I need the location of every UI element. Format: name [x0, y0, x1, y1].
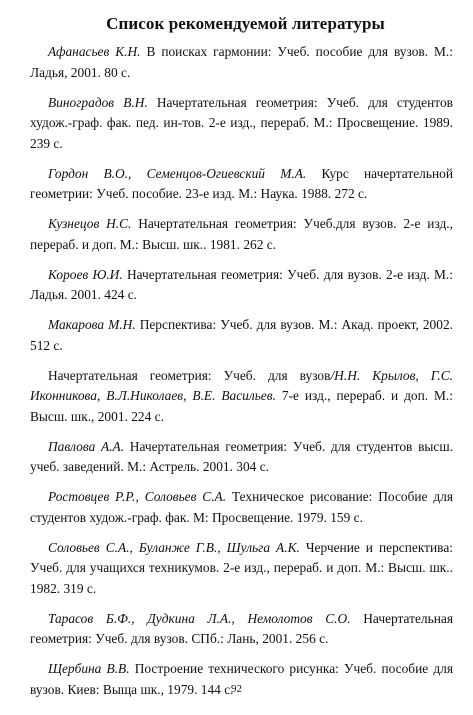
reference-entry [30, 538, 453, 600]
reference-entry [30, 315, 453, 356]
reference-text: Построение технического рисунка: Учеб. пособие для вузов. Киев: Выща шк., 1979. 144 с. [30, 661, 453, 697]
reference-text: Начертательная геометрия: Учеб. для вузов [48, 367, 331, 383]
reference-text: Начертательная геометрия: Учеб. для вузов. 2-е изд. М.: Ладья. 2001. 424 с. [30, 266, 453, 302]
reference-entry [30, 609, 453, 650]
reference-text: Техническое рисование: Пособие для студентов худож.-граф. фак. М: Просвещение. 1979. 159 с. [30, 489, 453, 525]
reference-entry [30, 214, 453, 255]
page-number: 92 [231, 683, 242, 695]
reference-text: Начертательная геометрия: Учеб. для студентов высш. учеб. заведений. М.: Астрель. 2001. 304 с. [30, 438, 453, 474]
reference-author: Макарова М.Н. [48, 317, 136, 332]
reference-author: Павлова А.А. [48, 438, 125, 454]
reference-author: Ростовцев Р.Р., Соловьев С.А. [48, 489, 227, 504]
reference-text: Начертательная геометрия: Учеб.для вузов. 2-е изд., перераб. и доп. М.: Высш. шк.. 1981. 262 с. [30, 216, 453, 252]
reference-author: Щербина В.В. [48, 661, 130, 676]
reference-entry [30, 366, 453, 428]
reference-entry [30, 265, 453, 306]
reference-author: Кузнецов Н.С. [48, 216, 132, 231]
reference-entry [30, 487, 453, 528]
reference-author: Тарасов Б.Ф., Дудкина Л.А., Немолотов С.О. [48, 610, 351, 626]
reference-entry [30, 93, 453, 155]
reference-text: Курс начертательной геометрии: Учеб. пособие. 23-е изд. М.: Наука. 1988. 272 с. [30, 165, 453, 201]
reference-author: Виноградов В.Н. [48, 94, 148, 110]
reference-author: Соловьев С.А., Буланже Г.В., Шульга А.К. [48, 539, 300, 555]
reference-author: Короев Ю.И. [48, 266, 123, 282]
reference-author: /Н.Н. Крылов, Г.С. Иконникова, В.Л.Николаев, В.Е. Васильев. [30, 367, 453, 403]
reference-text: 7-е изд., перераб. и доп. М.: Высш. шк., 2001. 224 с. [30, 388, 453, 424]
reference-author: Гордон В.О., Семенцов-Огиевский М.А. [48, 165, 307, 181]
reference-text: Начертательная геометрия: Учеб. для студентов худож.-граф. фак. пед. ин-тов. 2-е изд., перераб. М.: Просвещение. 1989. 239 с. [30, 94, 453, 151]
reference-text: В поисках гармонии: Учеб. пособие для вузов. М.: Ладья, 2001. 80 с. [30, 44, 453, 80]
reference-text: Начертательная геометрия: Учеб. для вузов. СПб.: Лань, 2001. 256 с. [30, 610, 453, 646]
reference-text: Черчение и перспектива: Учеб. для учащихся техникумов. 2-е изд., перераб. и доп. М.: Высш. шк.. 1982. 319 с. [30, 539, 453, 596]
reference-entry [30, 437, 453, 478]
page-title: Список рекомендуемой литературы [106, 14, 385, 33]
reference-entry [30, 164, 453, 205]
reference-author: Афанасьев К.Н. [48, 44, 141, 59]
reference-entry [30, 42, 453, 83]
reference-text: Перспектива: Учеб. для вузов. М.: Акад. проект, 2002. 512 с. [30, 317, 453, 353]
